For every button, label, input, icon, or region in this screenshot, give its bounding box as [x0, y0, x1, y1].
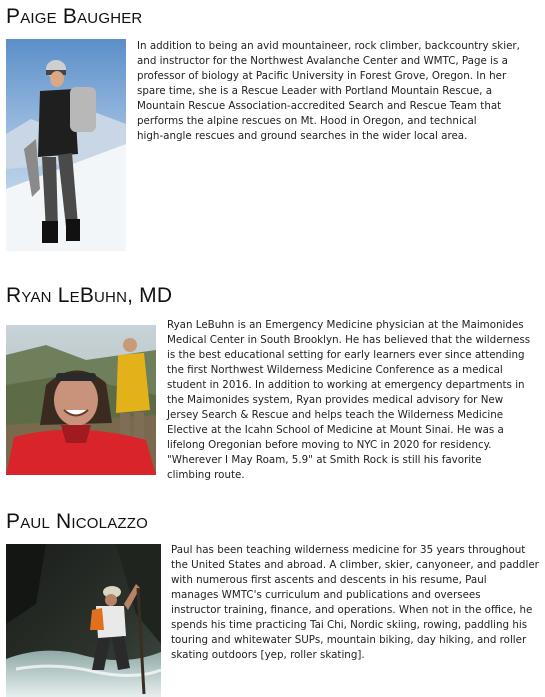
- bio-line: Mountain Rescue Association-accredited Search and Rescue Team that: [137, 100, 502, 112]
- bio-paul-nicolazzo: [0, 505, 545, 697]
- canyoneer-waterfall-photo: [6, 544, 161, 697]
- mountaineer-portrait-photo: [6, 39, 126, 251]
- bio-line: and instructor for the Northwest Avalanche Center and WMTC, Page is a: [137, 55, 508, 67]
- bio-line: the Maimonides system, Ryan provides medical advisory for New: [167, 394, 504, 406]
- bio-line: performs the alpine rescues on Mt. Hood in Oregon, and technical: [137, 115, 477, 127]
- bio-line: In addition to being an avid mountaineer, rock climber, backcountry skier,: [137, 40, 520, 52]
- bio-line: lifelong Oregonian before moving to NYC in 2020 for residency.: [167, 439, 492, 451]
- bio-line: instructor training, finance, and operations. When not in the office, he: [171, 604, 533, 616]
- bio-line: spends his time practicing Tai Chi, Nordic skiing, rowing, paddling his: [171, 619, 528, 631]
- hiker-selfie-photo: [6, 325, 156, 475]
- bio-line: the United States and abroad. A climber, skier, canyoneer, and paddler: [171, 559, 539, 571]
- bio-text: [167, 318, 530, 483]
- bio-line: the first Northwest Wilderness Medicine Conference as a medical: [167, 364, 503, 376]
- bio-text: [171, 543, 539, 663]
- bio-line: Elective at the Icahn School of Medicine at Mount Sinai. He was a: [167, 424, 504, 436]
- bio-ryan-lebuhn: [0, 280, 545, 495]
- bio-name: Paul Nicolazzo: [6, 510, 148, 533]
- bio-line: with numerous first ascents and descents in his resume, Paul: [171, 574, 487, 586]
- bio-line: Jersey Search & Rescue and helps teach the Wilderness Medicine: [167, 409, 504, 421]
- bio-line: spare time, she is a Rescue Leader with Portland Mountain Rescue, a: [137, 85, 493, 97]
- bio-line: student in 2016. In addition to working at emergency departments in: [167, 379, 525, 391]
- bio-line: manages WMTC's curriculum and publications and oversees: [171, 589, 481, 601]
- bio-line: Ryan LeBuhn is an Emergency Medicine physician at the Maimonides: [167, 319, 524, 331]
- bio-paige-baugher: [0, 0, 545, 260]
- bio-text: [137, 39, 520, 144]
- bio-line: high-angle rescues and ground searches in the wider local area.: [137, 130, 468, 142]
- bio-line: professor of biology at Pacific University in Forest Grove, Oregon. In her: [137, 70, 507, 82]
- bio-name: Paige Baugher: [6, 5, 143, 28]
- bio-line: climbing route.: [167, 469, 245, 481]
- bio-line: Medical Center in South Brooklyn. He has believed that the wilderness: [167, 334, 531, 346]
- bio-line: Paul has been teaching wilderness medicine for 35 years throughout: [171, 544, 526, 556]
- bio-line: is the best educational setting for early learners ever since attending: [167, 349, 525, 361]
- bio-line: skating outdoors [yep, roller skating].: [171, 649, 365, 661]
- bio-line: touring and whitewater SUPs, mountain biking, day hiking, and roller: [171, 634, 527, 646]
- bio-line: "Wherever I May Roam, 5.9" at Smith Rock is still his favorite: [167, 454, 482, 466]
- bio-name: Ryan LeBuhn, MD: [6, 284, 173, 307]
